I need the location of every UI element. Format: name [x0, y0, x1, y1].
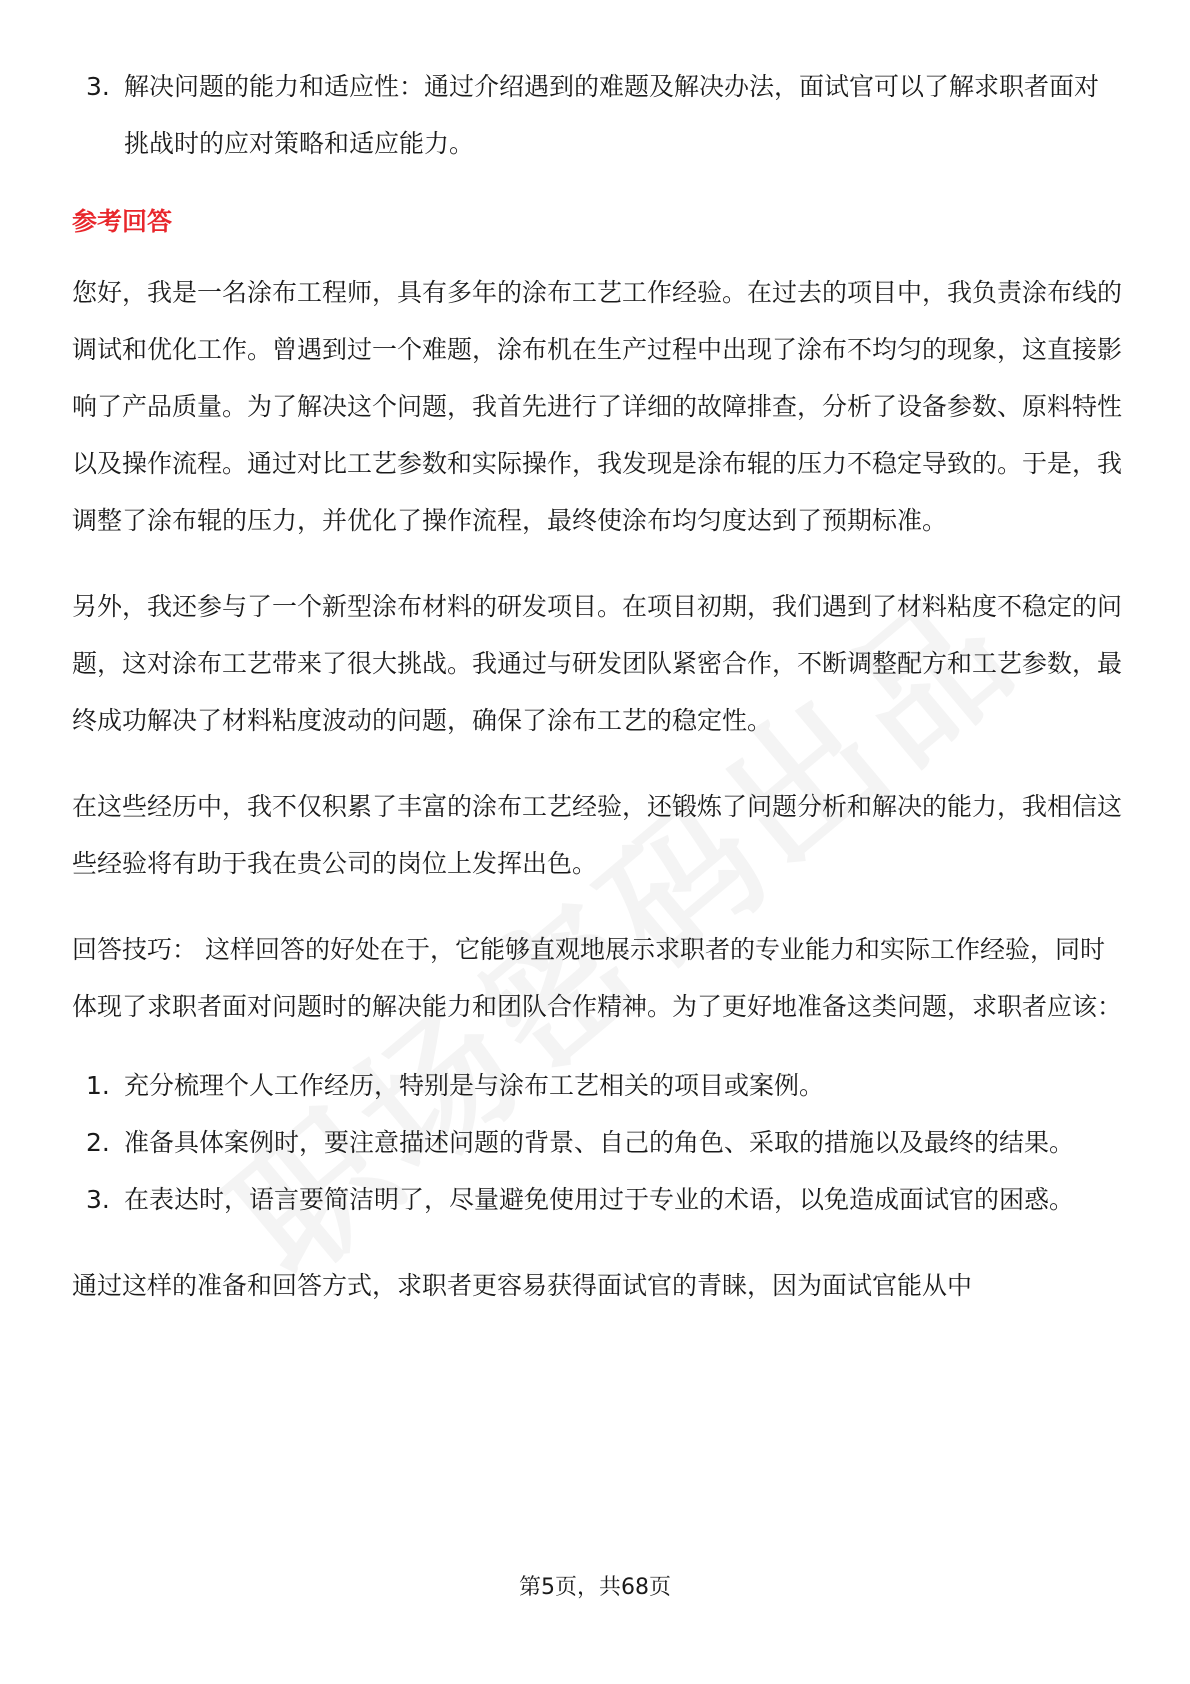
list-item-text: 准备具体案例时，要注意描述问题的背景、自己的角色、采取的措施以及最终的结果。	[124, 1128, 1075, 1157]
answer-paragraph-2: 另外，我还参与了一个新型涂布材料的研发项目。在项目初期，我们遇到了材料粘度不稳定的问题，这对涂布工艺带来了很大挑战。我通过与研发团队紧密合作，不断调整配方和工艺参数，最终成功解决了材料粘度波动的问题，确保了涂布工艺的稳定性。	[72, 592, 1123, 735]
list-item-text: 解决问题的能力和适应性：通过介绍遇到的难题及解决办法，面试官可以了解求职者面对挑战时的应对策略和适应能力。	[124, 72, 1100, 158]
page-footer: 第5页，共68页	[519, 1575, 671, 1600]
answer-paragraph-3: 在这些经历中，我不仅积累了丰富的涂布工艺经验，还锻炼了问题分析和解决的能力，我相信这些经验将有助于我在贵公司的岗位上发挥出色。	[72, 792, 1123, 878]
list-item-number: 3.	[86, 72, 110, 101]
list-item-text: 在表达时，语言要简洁明了，尽量避免使用过于专业的术语，以免造成面试官的困惑。	[124, 1185, 1075, 1214]
list-item-text: 充分梳理个人工作经历，特别是与涂布工艺相关的项目或案例。	[124, 1071, 825, 1100]
list-item	[72, 58, 1122, 172]
list-item	[72, 1171, 1122, 1228]
tips-list	[72, 1057, 1122, 1228]
list-item	[72, 1114, 1122, 1171]
intro-list	[72, 58, 1122, 172]
section-title: 参考回答	[72, 207, 173, 236]
tips-paragraph: 回答技巧： 这样回答的好处在于，它能够直观地展示求职者的专业能力和实际工作经验，同时体现了求职者面对问题时的解决能力和团队合作精神。为了更好地准备这类问题，求职者应该：	[72, 935, 1123, 1021]
list-item-number: 3.	[86, 1185, 110, 1214]
answer-paragraph-1: 您好，我是一名涂布工程师，具有多年的涂布工艺工作经验。在过去的项目中，我负责涂布线的调试和优化工作。曾遇到过一个难题，涂布机在生产过程中出现了涂布不均匀的现象，这直接影响了产品质量。为了解决这个问题，我首先进行了详细的故障排查，分析了设备参数、原料特性以及操作流程。通过对比工艺参数和实际操作，我发现是涂布辊的压力不稳定导致的。于是，我调整了涂布辊的压力，并优化了操作流程，最终使涂布均匀度达到了预期标准。	[72, 278, 1123, 535]
closing-paragraph: 通过这样的准备和回答方式，求职者更容易获得面试官的青睐，因为面试官能从中	[72, 1271, 973, 1300]
list-item	[72, 1057, 1122, 1114]
list-item-number: 1.	[86, 1071, 110, 1100]
page-content	[72, 58, 1122, 1314]
list-item-number: 2.	[86, 1128, 110, 1157]
